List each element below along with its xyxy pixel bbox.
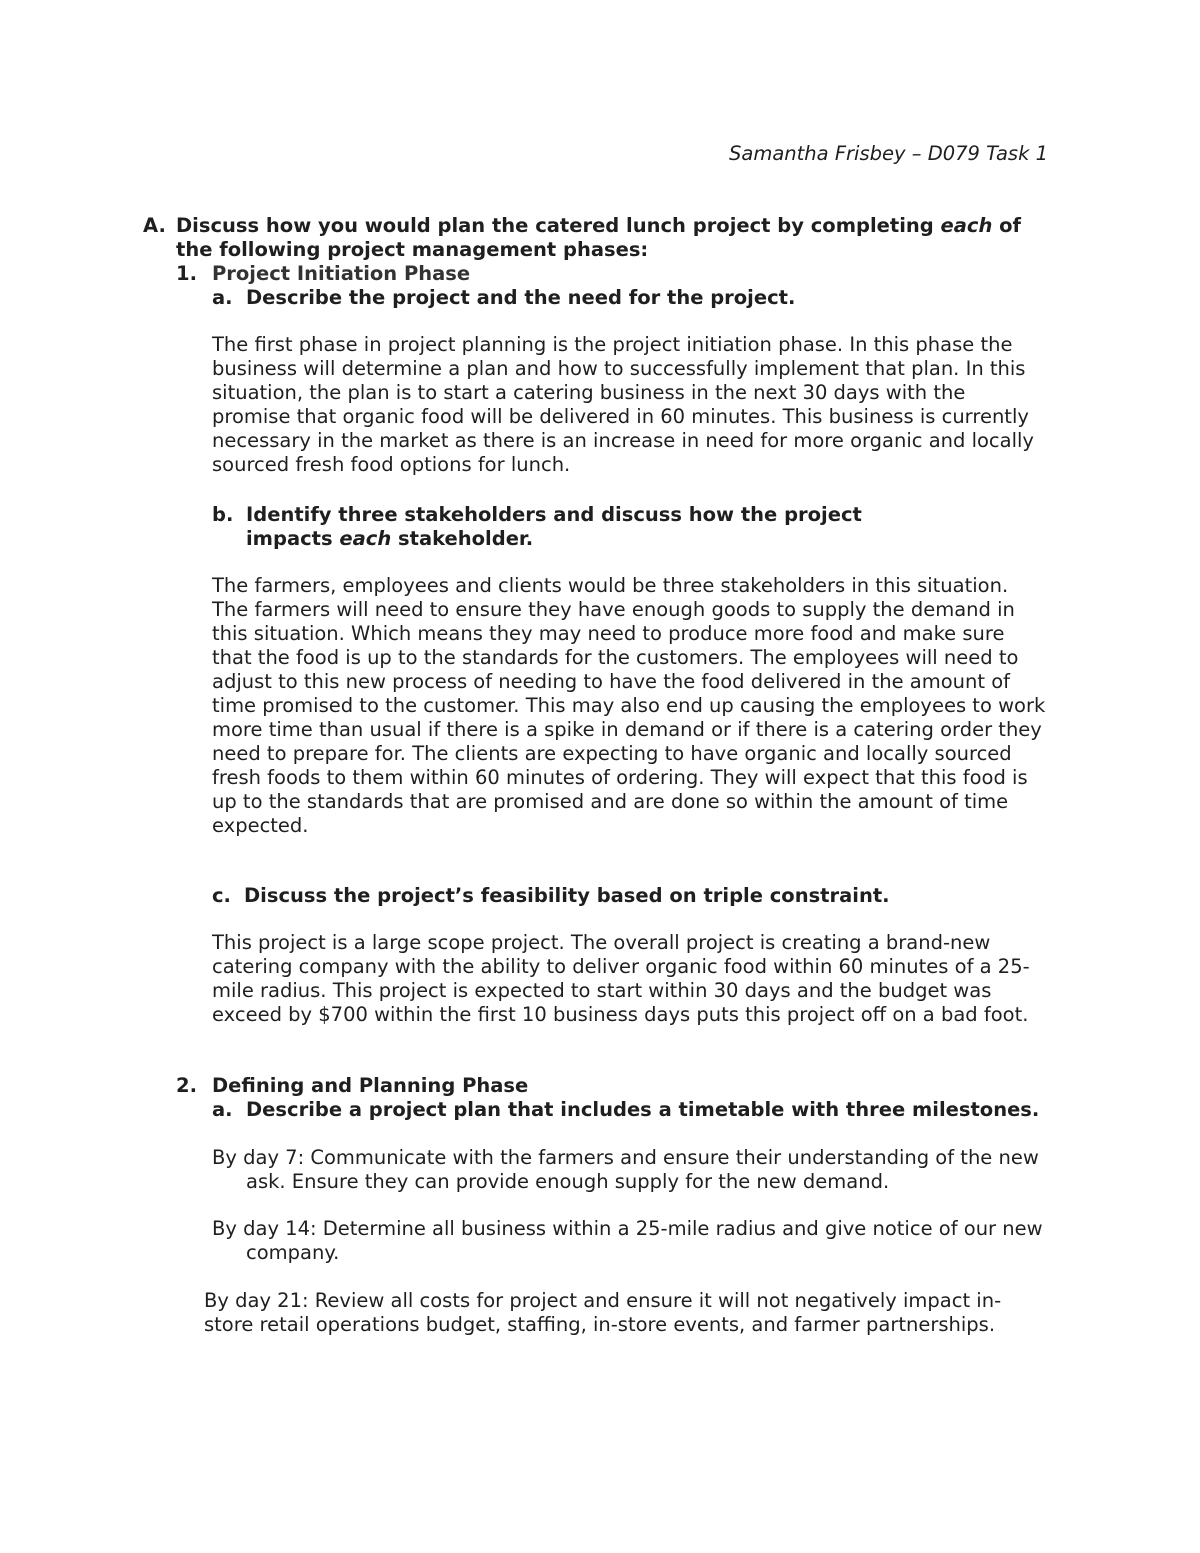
phase2-number: 2. [176,1074,197,1097]
phase1-a-paragraph [212,333,1072,477]
section-a-prompt [176,214,1076,262]
text-line: promise that organic food will be delivered in 60 minutes. This business is currently [212,405,1029,428]
text-line: The first phase in project planning is the project initiation phase. In this phase the [212,333,1013,356]
phase1-b-paragraph [212,574,1072,838]
text-line: The farmers will need to ensure they have enough goods to supply the demand in [212,598,1015,621]
milestone-line1: By day 21: Review all costs for project and ensure it will not negatively impact in- [204,1289,1002,1312]
phase1-b-heading-line2-end: stakeholder. [391,527,534,550]
section-a-marker: A. [143,214,166,237]
phase1-b-heading-line2-start: impacts [246,527,340,550]
text-line: This project is a large scope project. The overall project is creating a brand-new [212,931,991,954]
phase1-c-paragraph [212,931,1072,1027]
text-line: mile radius. This project is expected to start within 30 days and the budget was [212,979,992,1002]
text-line: that the food is up to the standards for the customers. The employees will need to [212,646,1019,669]
phase1-number: 1. [176,262,197,285]
document-header: Samantha Frisbey – D079 Task 1 [729,142,1048,165]
text-line: expected. [212,814,309,837]
section-a-prompt-emphasis: each [940,214,993,237]
text-line: sourced fresh food options for lunch. [212,453,571,476]
milestone-line1: By day 7: Communicate with the farmers and ensure their understanding of the new [212,1146,1039,1169]
text-line: necessary in the market as there is an increase in need for more organic and locally [212,429,1034,452]
text-line: need to prepare for. The clients are expecting to have organic and locally sourced [212,742,1012,765]
text-line: business will determine a plan and how to successfully implement that plan. In this [212,357,1026,380]
phase2-title: Defining and Planning Phase [212,1074,529,1097]
text-line: adjust to this new process of needing to have the food delivered in the amount of [212,670,1011,693]
text-line: exceed by $700 within the first 10 business days puts this project off on a bad foot. [212,1003,1029,1026]
text-line: up to the standards that are promised and are done so within the amount of time [212,790,1009,813]
phase2-a-heading: Describe a project plan that includes a timetable with three milestones. [246,1098,1040,1121]
phase1-c-marker: c. [212,884,231,907]
milestone-line2: company. [246,1241,340,1264]
text-line: fresh foods to them within 60 minutes of ordering. They will expect that this food is [212,766,1028,789]
milestone-item [212,1146,1092,1194]
text-line: more time than usual if there is a spike in demand or if there is a catering order they [212,718,1042,741]
milestone-line1: By day 14: Determine all business within a 25-mile radius and give notice of our new [212,1217,1043,1240]
text-line: time promised to the customer. This may also end up causing the employees to work [212,694,1046,717]
phase1-a-heading: Describe the project and the need for the project. [246,286,796,309]
text-line: this situation. Which means they may need to produce more food and make sure [212,622,1005,645]
phase1-c-heading: Discuss the project’s feasibility based on triple constraint. [244,884,890,907]
section-a-prompt-line2: the following project management phases: [176,238,649,261]
phase1-b-heading-emphasis: each [339,527,392,550]
phase1-title: Project Initiation Phase [212,262,471,285]
phase1-a-marker: a. [212,286,233,309]
phase1-b-heading [246,503,1046,551]
section-a-prompt-end: of [992,214,1022,237]
milestone-line2: store retail operations budget, staffing, in-store events, and farmer partnerships. [204,1313,996,1336]
milestone-item [204,1289,1084,1337]
phase1-b-marker: b. [212,503,234,526]
section-a-prompt-start: Discuss how you would plan the catered lunch project by completing [176,214,941,237]
phase2-a-marker: a. [212,1098,233,1121]
text-line: catering company with the ability to deliver organic food within 60 minutes of a 25- [212,955,1030,978]
milestone-item [212,1217,1092,1265]
milestone-line2: ask. Ensure they can provide enough supply for the new demand. [246,1170,890,1193]
text-line: situation, the plan is to start a catering business in the next 30 days with the [212,381,966,404]
text-line: The farmers, employees and clients would be three stakeholders in this situation. [212,574,1009,597]
phase1-b-heading-line1: Identify three stakeholders and discuss how the project [246,503,862,526]
